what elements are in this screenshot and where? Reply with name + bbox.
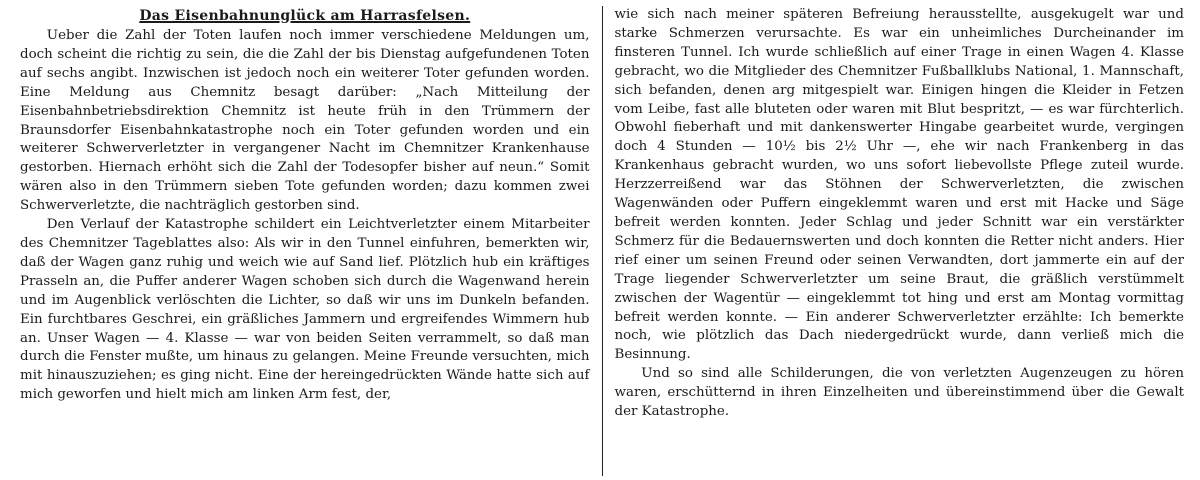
- right-paragraph-1: wie sich nach meiner späteren Befreiung herausstellte, ausgekugelt war und starke Schmerzen verursachte. Es war ein unheimliches Durcheinander im finsteren Tunnel. Ich wurde schließlich auf einer Trage in einen Wagen 4. Klasse gebracht, wo die Mitglieder des Chemnitzer Fußballklubs National, 1. Mannschaft, sich befanden, denen arg mitgespielt war. Einigen hingen die Kleider in Fetzen vom Leibe, fast alle bluteten oder waren mit Blut bespritzt, — es war fürchterlich. Obwohl fieberhaft und mit dankenswerter Hingabe gearbeitet wurde, vergingen doch 4 Stunden — 10½ bis 2½ Uhr —, ehe wir nach Frankenberg in das Krankenhaus gebracht wurden, wo uns sofort liebevollste Pflege zuteil wurde. Herzzerreißend war das Stöhnen der Schwerverletzten, die zwischen Wagenwänden oder Puffern eingeklemmt waren und erst mit Hacke und Säge befreit werden konnten. Jeder Schlag und jeder Schnitt war ein verstärkter Schmerz für die Bedauernswerten und doch konnten die Retter nicht anders. Hier rief einer um seinen Freund oder seinen Verwandten, dort jammerte ein auf der Trage liegender Schwerverletzter um seine Braut, die gräßlich verstümmelt zwischen der Wagentür — eingeklemmt tot hing und erst am Montag vormittag befreit werden konnte. — Ein anderer Schwerverletzter erzählte: Ich bemerkte noch, wie plötzlich das Dach niedergedrückt wurde, dann verließ mich die Besinnung.: [614, 7, 1184, 363]
- article-title: Das Eisenbahnunglück am Harrasfelsen.: [139, 8, 471, 24]
- left-column: [10, 6, 602, 476]
- right-paragraph-2: Und so sind alle Schilderungen, die von verletzten Augenzeugen zu hören waren, erschütternd in ihren Einzelheiten und übereinstimmend über die Gewalt der Katastrophe.: [614, 366, 1184, 420]
- right-column: [603, 6, 1191, 476]
- left-paragraph-2: Den Verlauf der Katastrophe schildert ein Leichtverletzter einem Mitarbeiter des Chemnitzer Tageblattes also: Als wir in den Tunnel einfuhren, bemerkten wir, daß der Wagen ganz ruhig und weich wie auf Sand lief. Plötzlich hub ein kräftiges Prasseln an, die Puffer anderer Wagen schoben sich durch die Wagenwand herein und im Augenblick verlöschten die Lichter, so daß wir uns im Dunkeln befanden. Ein furchtbares Geschrei, ein gräßliches Jammern und ergreifendes Wimmern hub an. Unser Wagen — 4. Klasse — war von beiden Seiten verrammelt, so daß man durch die Fenster mußte, um hinaus zu gelangen. Meine Freunde versuchten, mich mit hinauszuziehen; es ging nicht. Eine der hereingedrückten Wände hatte sich auf mich geworfen und hielt mich am linken Arm fest, der,: [20, 217, 590, 403]
- article-columns: [10, 6, 1190, 476]
- left-paragraph-1: Ueber die Zahl der Toten laufen noch immer verschiedene Meldungen um, doch scheint die richtig zu sein, die die Zahl der bis Dienstag aufgefundenen Toten auf sechs angibt. Inzwischen ist jedoch noch ein weiterer Toter gefunden worden. Eine Meldung aus Chemnitz besagt darüber: „Nach Mitteilung der Eisenbahnbetriebsdirektion Chemnitz ist heute früh in den Trümmern der Braunsdorfer Eisenbahnkatastrophe noch ein Toter gefunden worden und ein weiterer Schwerverletzter in vergangener Nacht im Chemnitzer Krankenhause gestorben. Hiernach erhöht sich die Zahl der Todesopfer bisher auf neun.“ Somit wären also in den Trümmern sieben Tote gefunden worden; dazu kommen zwei Schwerverletzte, die nachträglich gestorben sind.: [20, 28, 590, 214]
